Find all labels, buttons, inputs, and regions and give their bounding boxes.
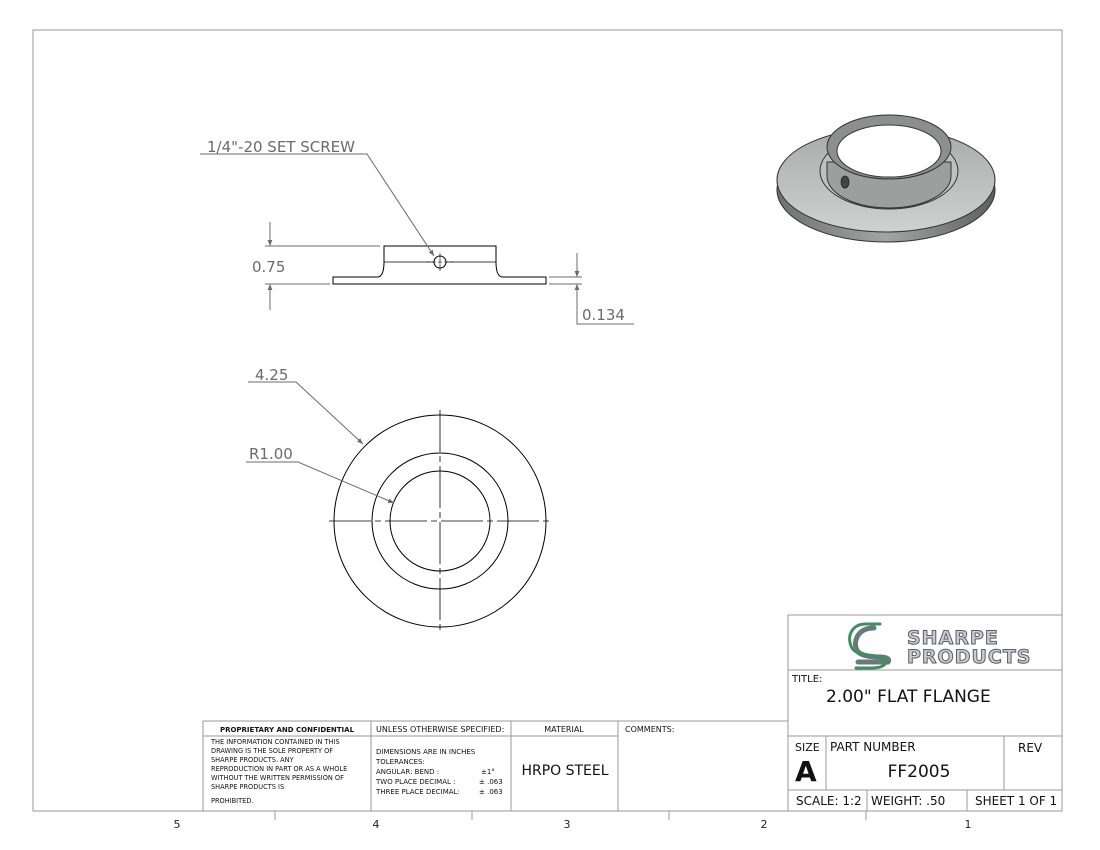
rev-label: REV xyxy=(1018,741,1043,755)
proprietary-line: REPRODUCTION IN PART OR AS A WHOLE xyxy=(211,765,348,773)
radius-callout xyxy=(246,445,394,503)
height-dimension-label: 0.75 xyxy=(252,258,286,276)
tolerance-line: TOLERANCES: xyxy=(376,758,425,766)
sharpe-products-logo xyxy=(850,624,1032,668)
material-heading: MATERIAL xyxy=(544,725,584,734)
size-value: A xyxy=(795,755,817,788)
isometric-view xyxy=(777,115,995,242)
tolerance-notes xyxy=(375,748,503,796)
proprietary-notice xyxy=(210,738,347,805)
thickness-dimension-label: 0.134 xyxy=(582,306,625,324)
proprietary-line: DRAWING IS THE SOLE PROPERTY OF xyxy=(211,747,334,755)
proprietary-line: SHARPE PRODUCTS. ANY xyxy=(211,756,294,764)
zone-label: 1 xyxy=(964,818,972,831)
radius-label: R1.00 xyxy=(249,445,293,463)
diameter-label: 4.25 xyxy=(255,366,289,384)
set-screw-hole-iso xyxy=(841,176,849,188)
comments-heading: COMMENTS: xyxy=(625,725,675,734)
logo-text-line1: SHARPE xyxy=(907,627,999,649)
zone-label: 2 xyxy=(760,818,768,831)
tolerance-line: ANGULAR: BEND : xyxy=(376,768,440,776)
proprietary-line: THE INFORMATION CONTAINED IN THIS xyxy=(211,738,340,746)
proprietary-heading: PROPRIETARY AND CONFIDENTIAL xyxy=(219,726,355,734)
zone-ticks xyxy=(275,811,866,820)
tolerance-line: THREE PLACE DECIMAL: xyxy=(376,788,460,796)
material-value: HRPO STEEL xyxy=(521,763,609,779)
proprietary-line: PROHIBITED. xyxy=(211,797,254,805)
tolerance-value: ± .063 xyxy=(479,788,503,796)
weight-label: WEIGHT: .50 xyxy=(871,794,946,808)
proprietary-line: SHARPE PRODUCTS IS xyxy=(211,783,285,791)
tolerance-line: TWO PLACE DECIMAL : xyxy=(376,778,456,786)
zone-label: 4 xyxy=(372,818,380,831)
tolerance-value: ±1° xyxy=(481,768,495,776)
front-view xyxy=(333,246,546,284)
tolerance-heading: UNLESS OTHERWISE SPECIFIED: xyxy=(376,725,505,734)
logo-text-line2: PRODUCTS xyxy=(907,646,1032,668)
drawing-title: 2.00" FLAT FLANGE xyxy=(826,687,991,707)
part-number-label: PART NUMBER xyxy=(830,740,916,754)
set-screw-callout xyxy=(200,138,434,256)
size-label: SIZE xyxy=(795,741,820,754)
part-number-value: FF2005 xyxy=(887,762,951,782)
diameter-callout xyxy=(248,366,363,444)
title-label: TITLE: xyxy=(792,674,823,685)
tolerance-line: DIMENSIONS ARE IN INCHES xyxy=(376,748,476,756)
proprietary-line: WITHOUT THE WRITTEN PERMISSION OF xyxy=(211,774,344,782)
sheet-label: SHEET 1 OF 1 xyxy=(975,794,1058,808)
set-screw-label: 1/4"-20 SET SCREW xyxy=(207,138,355,156)
zone-label: 3 xyxy=(563,818,571,831)
zone-label: 5 xyxy=(173,818,181,831)
scale-label: SCALE: 1:2 xyxy=(796,794,862,808)
tolerance-value: ± .063 xyxy=(479,778,503,786)
